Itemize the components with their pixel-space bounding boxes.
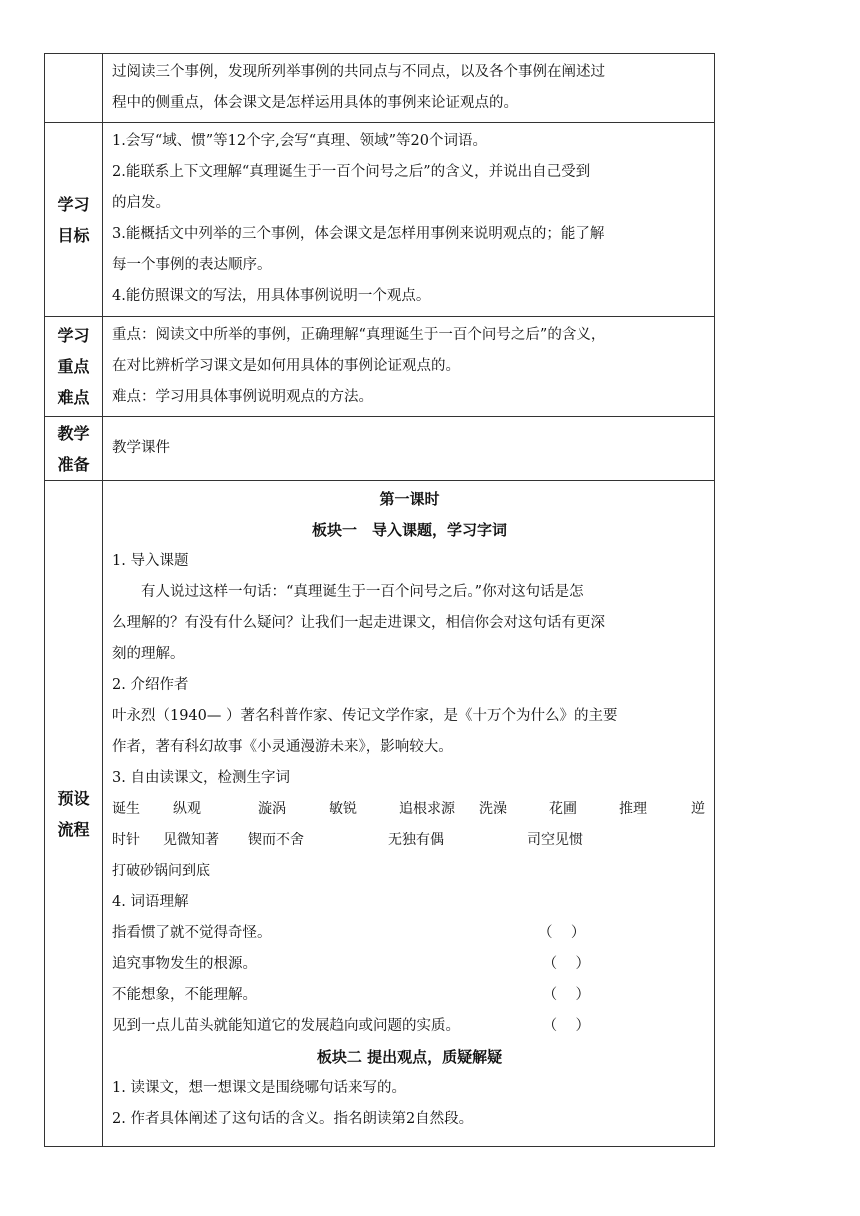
vocab-item [112, 980, 707, 1011]
row-label-goals [45, 123, 103, 317]
word-item: 逆 [691, 801, 705, 817]
para-line: 作者，著有科幻故事《小灵通漫游未来》，影响较大。 [112, 739, 453, 755]
section-title: 3. 自由读课文，检测生字词 [112, 770, 290, 786]
label-text: 重点 [57, 357, 90, 376]
answer-blank: （ ） [538, 925, 586, 941]
word-item: 敏锐 [329, 801, 357, 817]
goals-cell [103, 123, 715, 317]
section-title: 1. 导入课题 [112, 553, 189, 569]
list-item: 1. 读课文，想一想课文是围绕哪句话来写的。 [112, 1080, 406, 1096]
word-item: 无独有偶 [388, 832, 444, 848]
word-item: 漩涡 [258, 801, 286, 817]
para-line: 有人说过这样一句话：“真理诞生于一百个问号之后。”你对这句话是怎 [141, 584, 584, 600]
answer-blank: （ ） [538, 987, 591, 1003]
word-item: 追根求源 [399, 801, 455, 817]
intro-line: 过阅读三个事例，发现所列举事例的共同点与不同点，以及各个事例在阐述过 [112, 64, 605, 80]
para-line: 刻的理解。 [112, 646, 185, 662]
label-text: 难点 [57, 388, 90, 407]
label-text: 预设 [57, 788, 90, 808]
para-line: 么理解的？有没有什么疑问？让我们一起走进课文，相信你会对这句话有更深 [112, 615, 605, 631]
label-text: 流程 [57, 819, 90, 839]
label-text: 目标 [57, 225, 90, 245]
block-title: 板块一 导入课题，学习字词 [311, 521, 507, 539]
row-label-prep [45, 417, 103, 481]
word-item: 纵观 [173, 801, 201, 817]
word-item: 锲而不舍 [248, 832, 304, 848]
prep-text: 教学课件 [112, 440, 170, 456]
word-list-line [112, 794, 707, 825]
label-text: 教学 [57, 423, 90, 443]
word-item: 洗澡 [479, 801, 507, 817]
block-title: 板块二 提出观点，质疑解疑 [316, 1048, 503, 1066]
goal-line: 每一个事例的表达顺序。 [112, 257, 272, 273]
focus-line: 在对比辨析学习课文是如何用具体的事例论证观点的。 [112, 358, 460, 374]
list-item: 2. 作者具体阐述了这句话的含义。指名朗读第2自然段。 [112, 1111, 474, 1127]
prep-cell [103, 417, 715, 481]
focus-line: 难点：学习用具体事例说明观点的方法。 [112, 389, 373, 405]
word-list-line: 打破砂锅问到底 [112, 863, 210, 879]
goal-line: 4.能仿照课文的写法，用具体事例说明一个观点。 [112, 288, 431, 304]
flow-cell [103, 481, 715, 1147]
lesson-title: 第一课时 [379, 490, 440, 508]
answer-blank: （ ） [538, 956, 591, 972]
row-prep [45, 417, 715, 481]
word-item: 见微知著 [163, 832, 219, 848]
label-text: 准备 [57, 454, 90, 474]
vocab-definition: 追究事物发生的根源。 [112, 956, 257, 972]
goal-line: 1.会写“域、惯”等12个字,会写“真理、领域”等20个词语。 [112, 133, 487, 149]
row-intro-continued [45, 54, 715, 123]
label-text: 学习 [57, 194, 90, 214]
word-item: 诞生 [112, 801, 140, 817]
word-item: 司空见惯 [527, 832, 583, 848]
intro-line: 程中的侧重点，体会课文是怎样运用具体的事例来论证观点的。 [112, 95, 518, 111]
word-item: 花圃 [549, 801, 577, 817]
word-item: 时针 [112, 832, 140, 848]
goal-line: 3.能概括文中列举的三个事例，体会课文是怎样用事例来说明观点的；能了解 [112, 226, 605, 242]
vocab-item [112, 918, 707, 949]
vocab-definition: 不能想象，不能理解。 [112, 987, 257, 1003]
focus-cell [103, 317, 715, 417]
row-label-flow [45, 481, 103, 1147]
vocab-definition: 指看惯了就不觉得奇怪。 [112, 925, 272, 941]
goal-line: 的启发。 [112, 195, 170, 211]
row-focus [45, 317, 715, 417]
lesson-plan-table [44, 53, 715, 1147]
row-flow [45, 481, 715, 1147]
para-line: 叶永烈（1940— ）著名科普作家、传记文学作家，是《十万个为什么》的主要 [112, 708, 618, 724]
vocab-item [112, 1011, 707, 1042]
focus-line: 重点：阅读文中所举的事例，正确理解“真理诞生于一百个问号之后”的含义， [112, 327, 606, 343]
answer-blank: （ ） [538, 1018, 591, 1034]
vocab-definition: 见到一点儿苗头就能知道它的发展趋向或问题的实质。 [112, 1018, 460, 1034]
vocab-item [112, 949, 707, 980]
intro-cell [103, 54, 715, 123]
section-title: 2. 介绍作者 [112, 677, 189, 693]
row-label-empty [45, 54, 103, 123]
goal-line: 2.能联系上下文理解“真理诞生于一百个问号之后”的含义，并说出自己受到 [112, 164, 591, 180]
section-title: 4. 词语理解 [112, 894, 189, 910]
label-text: 学习 [57, 326, 90, 345]
row-goals [45, 123, 715, 317]
word-item: 推理 [619, 801, 647, 817]
word-list-line [112, 825, 707, 856]
row-label-focus [45, 317, 103, 417]
